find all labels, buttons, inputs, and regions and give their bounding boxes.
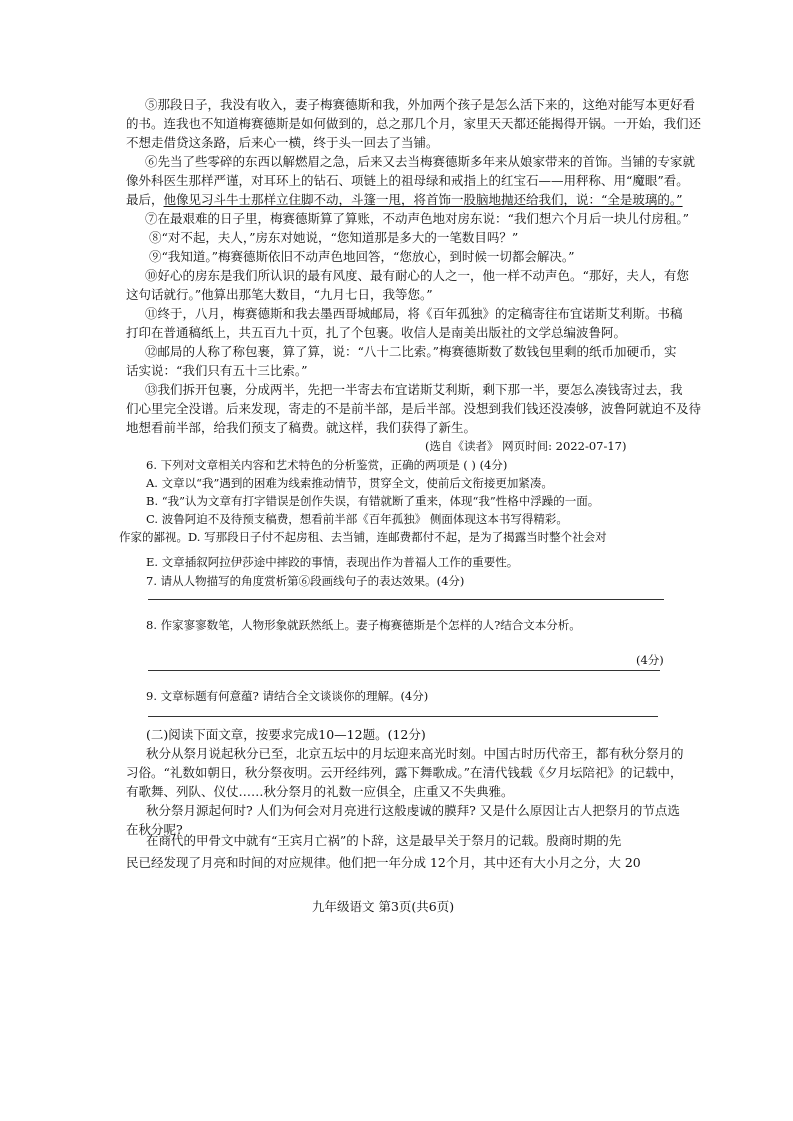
section2-p3-line-2: 民已经发现了月亮和时间的对应规律。他们把一年分成 12个月，其中还有大小月之分，大 20 (126, 855, 641, 870)
p5-line-2: 的书。连我也不知道梅赛德斯是如何做到的，总之那几个月，家里天天都还能揭得开锅。一开始，我们还 (126, 116, 702, 131)
p7-line: ⑦在最艰难的日子里，梅赛德斯算了算账，不动声色地对房东说：“我们想六个月后一块儿付房租。” (145, 211, 690, 226)
q9-stem: 9. 文章标题有何意蕴? 请结合全文谈谈你的理解。(4分) (146, 689, 429, 703)
p13-line-3: 地想看前半部，给我们预支了稿费。就这样，我们获得了新生。 (126, 420, 477, 435)
section2-p3-line-1: 在商代的甲骨文中就有“王宾月亡祸”的卜辞，这是最早关于祭月的记载。殷商时期的先 (146, 833, 622, 848)
p6-line-3 (126, 191, 683, 209)
section2-p1-line-3: 有歌舞、列队、仪仗……秋分祭月的礼数一应俱全，庄重又不失典雅。 (126, 784, 514, 799)
section2-p1-line-2: 习俗。“礼数如朝日，秋分祭夜明。云开经纬列，露下舞歌成。”在清代钱载《夕月坛陪祀》的记载中， (126, 765, 683, 780)
q8-answer-line[interactable] (148, 670, 660, 671)
q6-option-e: E. 文章插叙阿拉伊莎途中摔跤的事情，表现出作为普福人工作的重要性。 (146, 555, 519, 569)
section2-p2-line-1: 秋分祭月源起何时? 人们为何会对月亮进行这般虔诚的膜拜? 又是什么原因让古人把祭月的节点选 (146, 803, 680, 818)
q6-option-d: 作家的鄙视。D. 写那段日子付不起房租、去当铺，连邮费都付不起，是为了揭露当时整个社会对 (119, 530, 607, 544)
p13-line-1: ⑬我们拆开包裹，分成两半，先把一半寄去布宜诺斯艾利斯，剩下那一半，要怎么凑钱寄过去，我 (145, 382, 683, 397)
p6-lead: 最后， (126, 192, 164, 207)
p5-line-1: ⑤那段日子，我没有收入，妻子梅赛德斯和我，外加两个孩子是怎么活下来的，这绝对能写本更好看 (145, 97, 696, 112)
p11-line-1: ⑪终于，八月，梅赛德斯和我去墨西哥城邮局，将《百年孤独》的定稿寄往布宜诺斯艾利斯。书稿 (145, 306, 683, 321)
q7-answer-line[interactable] (148, 599, 664, 600)
q6-option-c: C. 波鲁阿迫不及待预支稿费，想看前半部《百年孤独》 侧面体现这本书写得精彩。 (146, 512, 568, 526)
q8-score: (4分) (636, 653, 664, 667)
p12-line-2: 话实说：“我们只有五十三比索。” (126, 363, 308, 378)
p6-line-2: 像外科医生那样严谨，对耳环上的钻石、项链上的祖母绿和戒指上的红宝石——用秤称、用“魔眼”看。 (126, 173, 689, 188)
p10-line-1: ⑩好心的房东是我们所认识的最有风度、最有耐心的人之一，他一样不动声色。“那好，夫人，有您 (145, 268, 689, 283)
p5-line-3: 不想走借贷这条路，后来心一横，终于头一回去了当铺。 (126, 135, 439, 150)
q8-stem: 8. 作家寥寥数笔，人物形象就跃然纸上。妻子梅赛德斯是个怎样的人?结合文本分析。 (146, 618, 581, 632)
q6-option-a: A. 文章以“我”遇到的困难为线索推动情节，贯穿全文，使前后文衔接更加紧凑。 (146, 476, 553, 490)
q6-stem: 6. 下列对文章相关内容和艺术特色的分析鉴赏，正确的两项是 ( ) (4分) (146, 458, 508, 472)
q7-stem: 7. 请从人物描写的角度赏析第⑥段画线句子的表达效果。(4分) (146, 574, 465, 588)
section2-heading: (二)阅读下面文章，按要求完成10—12题。(12分) (146, 727, 426, 742)
p13-line-2: 们心里完全没谱。后来发现，寄走的不是前半部，是后半部。没想到我们钱还没凑够，波鲁阿就迫不及待 (126, 401, 702, 416)
p8-line: ⑧“对不起，夫人，”房东对她说，“您知道那是多大的一笔数目吗？” (149, 230, 519, 245)
section2-p1-line-1: 秋分从祭月说起秋分已至，北京五坛中的月坛迎来高光时刻。中国古时历代帝王，都有秋分祭月的 (146, 746, 684, 761)
p6-line-1: ⑥先当了些零碎的东西以解燃眉之急，后来又去当梅赛德斯多年来从娘家带来的首饰。当铺的专家就 (145, 154, 696, 169)
p9-line: ⑨“我知道。”梅赛德斯依旧不动声色地回答，“您放心，到时候一切都会解决。” (149, 249, 575, 264)
p10-line-2: 这句话就行。”他算出那笔大数目，“九月七日，我等您。” (126, 287, 433, 302)
page-footer: 九年级语文 第3页(共6页) (312, 899, 455, 914)
article-source: (选自《读者》 网页时间: 2022-07-17) (425, 439, 627, 453)
p12-line-1: ⑫邮局的人称了称包裹，算了算，说：“八十二比索。”梅赛德斯数了数钱包里剩的纸币加硬币，实 (145, 344, 677, 359)
q6-option-b: B. “我”认为文章有打字错误是创作失误，有错就断了重来，体现“我”性格中浮躁的一面。 (146, 494, 600, 508)
p11-line-2: 打印在普通稿纸上，共五百九十页，扎了个包裹。收信人是南美出版社的文学总编波鲁阿。 (126, 325, 627, 340)
section2-p2-line-2: 在秋分呢? (126, 822, 183, 837)
q9-answer-line[interactable] (148, 716, 658, 717)
p6-underlined-sentence: 他像见习斗牛士那样立住脚不动，斗篷一甩，将首饰一股脑地抛还给我们，说：“全是玻璃的。” (163, 192, 683, 207)
